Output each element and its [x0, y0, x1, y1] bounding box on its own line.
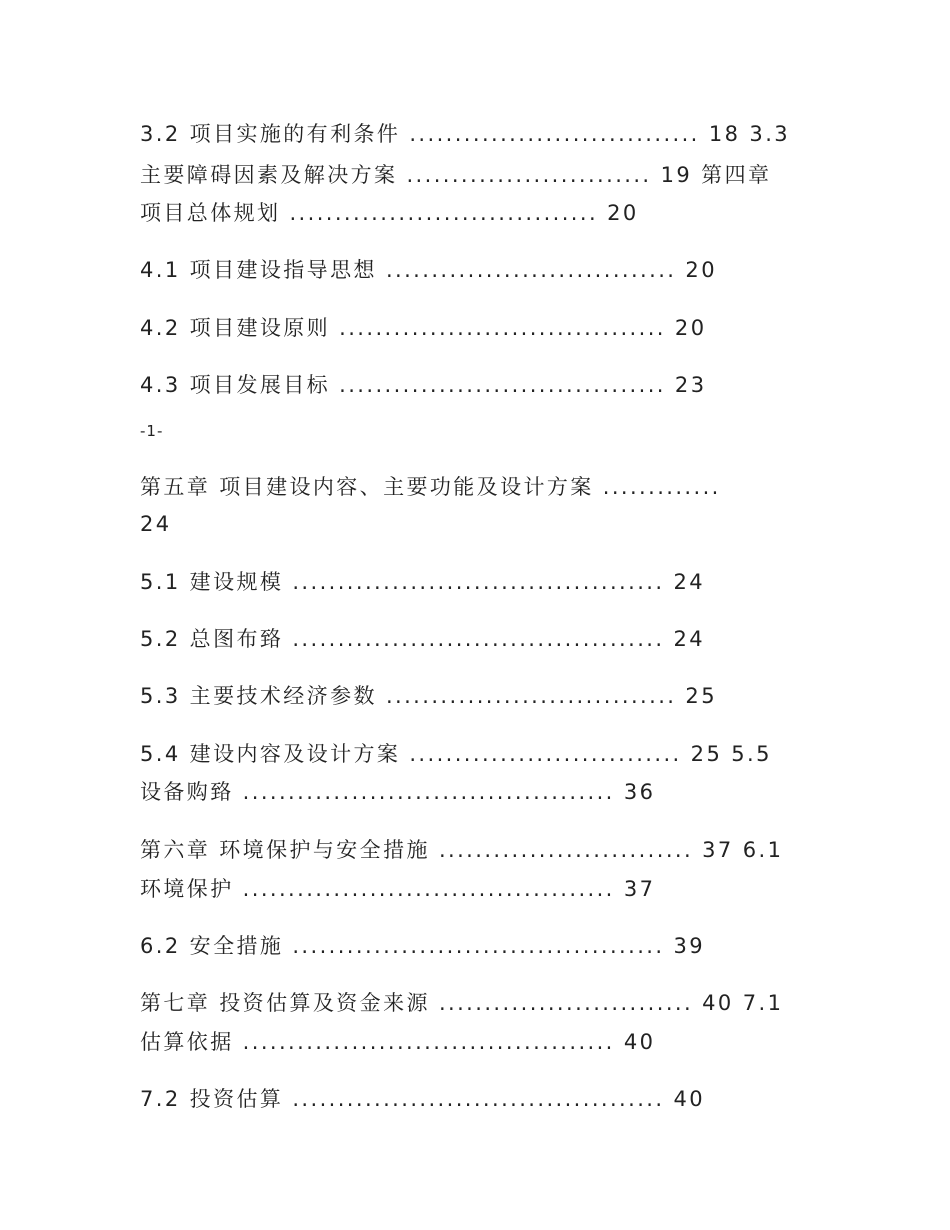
toc-line: 估算依据 ......................................... 40 — [140, 1030, 656, 1054]
toc-line: 5.4 建设内容及设计方案 .............................. 25 5.5 — [140, 742, 772, 766]
toc-line: 4.2 项目建设原则 .................................... 20 — [140, 316, 707, 340]
toc-line: 第六章 环境保护与安全措施 ............................ 37 6.1 — [140, 838, 784, 862]
toc-line: 4.1 项目建设指导思想 ................................ 20 — [140, 258, 717, 282]
toc-line: 4.3 项目发展目标 .................................... 23 — [140, 373, 707, 397]
toc-line: 3.2 项目实施的有利条件 ................................ 18 3.3 — [140, 122, 791, 146]
toc-line: 项目总体规划 .................................. 20 — [140, 201, 639, 225]
toc-line: 6.2 安全措施 ......................................... 39 — [140, 934, 706, 958]
toc-line: 5.1 建设规模 ......................................... 24 — [140, 570, 706, 594]
toc-line: 7.2 投资估算 ......................................... 40 — [140, 1087, 706, 1111]
toc-line: 主要障碍因素及解决方案 ........................... 19 第四章 — [140, 163, 772, 187]
toc-line: 第五章 项目建设内容、主要功能及设计方案 ............. — [140, 475, 721, 499]
toc-line: 5.3 主要技术经济参数 ................................ 25 — [140, 684, 717, 708]
toc-line: 5.2 总图布臵 ......................................... 24 — [140, 627, 706, 651]
toc-line: 第七章 投资估算及资金来源 ............................ 40 7.1 — [140, 991, 784, 1015]
page-number: -1- — [140, 422, 164, 440]
toc-line: 环境保护 ......................................... 37 — [140, 877, 656, 901]
toc-line: 设备购臵 ......................................... 36 — [140, 780, 656, 804]
toc-line: 24 — [140, 512, 172, 536]
